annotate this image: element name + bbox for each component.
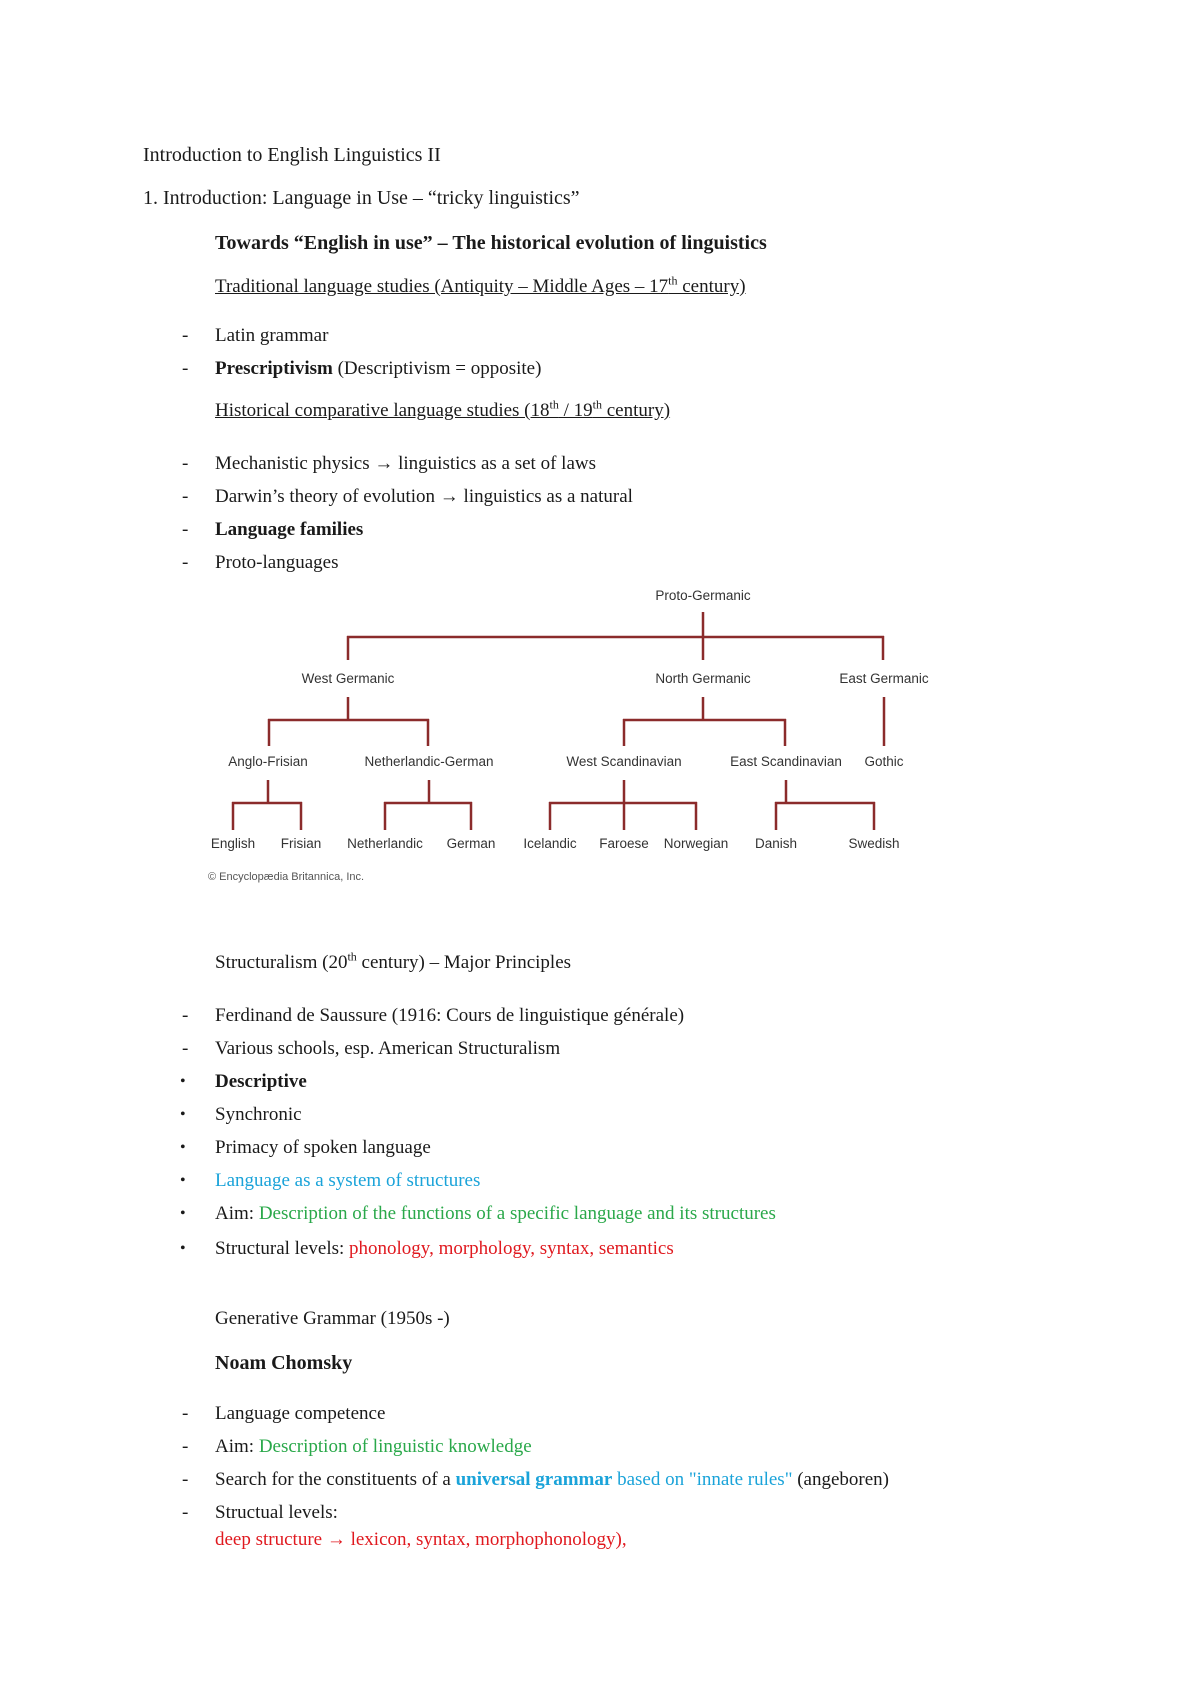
list-dash: - bbox=[182, 519, 189, 540]
list-dash: - bbox=[182, 325, 189, 346]
tree-leaf-icelandic: Icelandic bbox=[523, 836, 577, 851]
tree-leaf-english: English bbox=[210, 836, 256, 851]
bullet-dot: • bbox=[180, 1073, 186, 1090]
tree-leaf-norwegian: Norwegian bbox=[663, 836, 729, 851]
tree-node-east-scandinavian: East Scandinavian bbox=[730, 754, 842, 769]
tree-leaf-faroese: Faroese bbox=[599, 836, 649, 851]
bullet-item: Language as a system of structures bbox=[215, 1170, 481, 1191]
tree-node-east-germanic: East Germanic bbox=[839, 671, 929, 686]
list-dash: - bbox=[182, 1469, 189, 1490]
historical-heading: Historical comparative language studies (18th / 19th century) bbox=[215, 397, 671, 421]
list-item: Latin grammar bbox=[215, 325, 329, 346]
generative-heading: Generative Grammar (1950s -) bbox=[215, 1308, 450, 1329]
list-dash: - bbox=[182, 1502, 189, 1523]
list-item-continuation: deep structure → lexicon, syntax, morphophonology), bbox=[215, 1529, 627, 1550]
traditional-heading: Traditional language studies (Antiquity – Middle Ages – 17th century) bbox=[215, 273, 746, 297]
list-item: Structual levels: bbox=[215, 1502, 338, 1523]
list-dash: - bbox=[182, 358, 189, 379]
list-item: Prescriptivism (Descriptivism = opposite) bbox=[215, 358, 542, 379]
list-item: Ferdinand de Saussure (1916: Cours de linguistique générale) bbox=[215, 1005, 685, 1026]
tree-leaf-danish: Danish bbox=[754, 836, 798, 851]
tree-node-gothic: Gothic bbox=[864, 754, 904, 769]
list-item: Search for the constituents of a universal grammar based on "innate rules" (angeboren) bbox=[215, 1469, 889, 1490]
list-dash: - bbox=[182, 1005, 189, 1026]
tree-leaf-swedish: Swedish bbox=[848, 836, 900, 851]
list-item: Darwin’s theory of evolution → linguistics as a natural bbox=[215, 486, 633, 507]
bullet-item: Primacy of spoken language bbox=[215, 1137, 431, 1158]
list-item: Mechanistic physics → linguistics as a set of laws bbox=[215, 453, 596, 474]
bullet-item: Aim: Description of the functions of a specific language and its structures bbox=[215, 1203, 776, 1224]
list-dash: - bbox=[182, 1436, 189, 1457]
list-dash: - bbox=[182, 1038, 189, 1059]
bullet-dot: • bbox=[180, 1172, 186, 1189]
list-item: Aim: Description of linguistic knowledge bbox=[215, 1436, 532, 1457]
bullet-dot: • bbox=[180, 1205, 186, 1222]
tree-node-anglo-frisian: Anglo-Frisian bbox=[228, 754, 308, 769]
bullet-item: Structural levels: phonology, morphology, syntax, semantics bbox=[215, 1238, 674, 1259]
list-dash: - bbox=[182, 1403, 189, 1424]
bullet-item: Synchronic bbox=[215, 1104, 302, 1125]
list-item: Various schools, esp. American Structuralism bbox=[215, 1038, 561, 1059]
document-title: Introduction to English Linguistics II bbox=[143, 144, 441, 166]
tree-copyright: © Encyclopædia Britannica, Inc. bbox=[208, 871, 365, 883]
tree-leaf-netherlandic: Netherlandic bbox=[347, 836, 423, 851]
bullet-dot: • bbox=[180, 1139, 186, 1156]
section-heading: 1. Introduction: Language in Use – “tricky linguistics” bbox=[143, 187, 580, 209]
list-item: Proto-languages bbox=[215, 552, 339, 573]
tree-node-proto-germanic: Proto-Germanic bbox=[655, 588, 751, 603]
structuralism-heading: Structuralism (20th century) – Major Principles bbox=[215, 949, 572, 973]
tree-node-north-germanic: North Germanic bbox=[655, 671, 751, 686]
tree-node-west-scandinavian: West Scandinavian bbox=[566, 754, 682, 769]
list-dash: - bbox=[182, 453, 189, 474]
list-item: Language families bbox=[215, 519, 364, 540]
list-dash: - bbox=[182, 486, 189, 507]
tree-node-west-germanic: West Germanic bbox=[301, 671, 395, 686]
chomsky-heading: Noam Chomsky bbox=[215, 1352, 353, 1374]
bullet-item: Descriptive bbox=[215, 1071, 307, 1092]
bullet-dot: • bbox=[180, 1106, 186, 1123]
subsection-heading: Towards “English in use” – The historical evolution of linguistics bbox=[215, 232, 767, 254]
tree-leaf-frisian: Frisian bbox=[280, 836, 322, 851]
tree-leaf-german: German bbox=[446, 836, 496, 851]
list-dash: - bbox=[182, 552, 189, 573]
list-item: Language competence bbox=[215, 1403, 386, 1424]
bullet-dot: • bbox=[180, 1240, 186, 1257]
tree-node-netherlandic-german: Netherlandic-German bbox=[364, 754, 494, 769]
